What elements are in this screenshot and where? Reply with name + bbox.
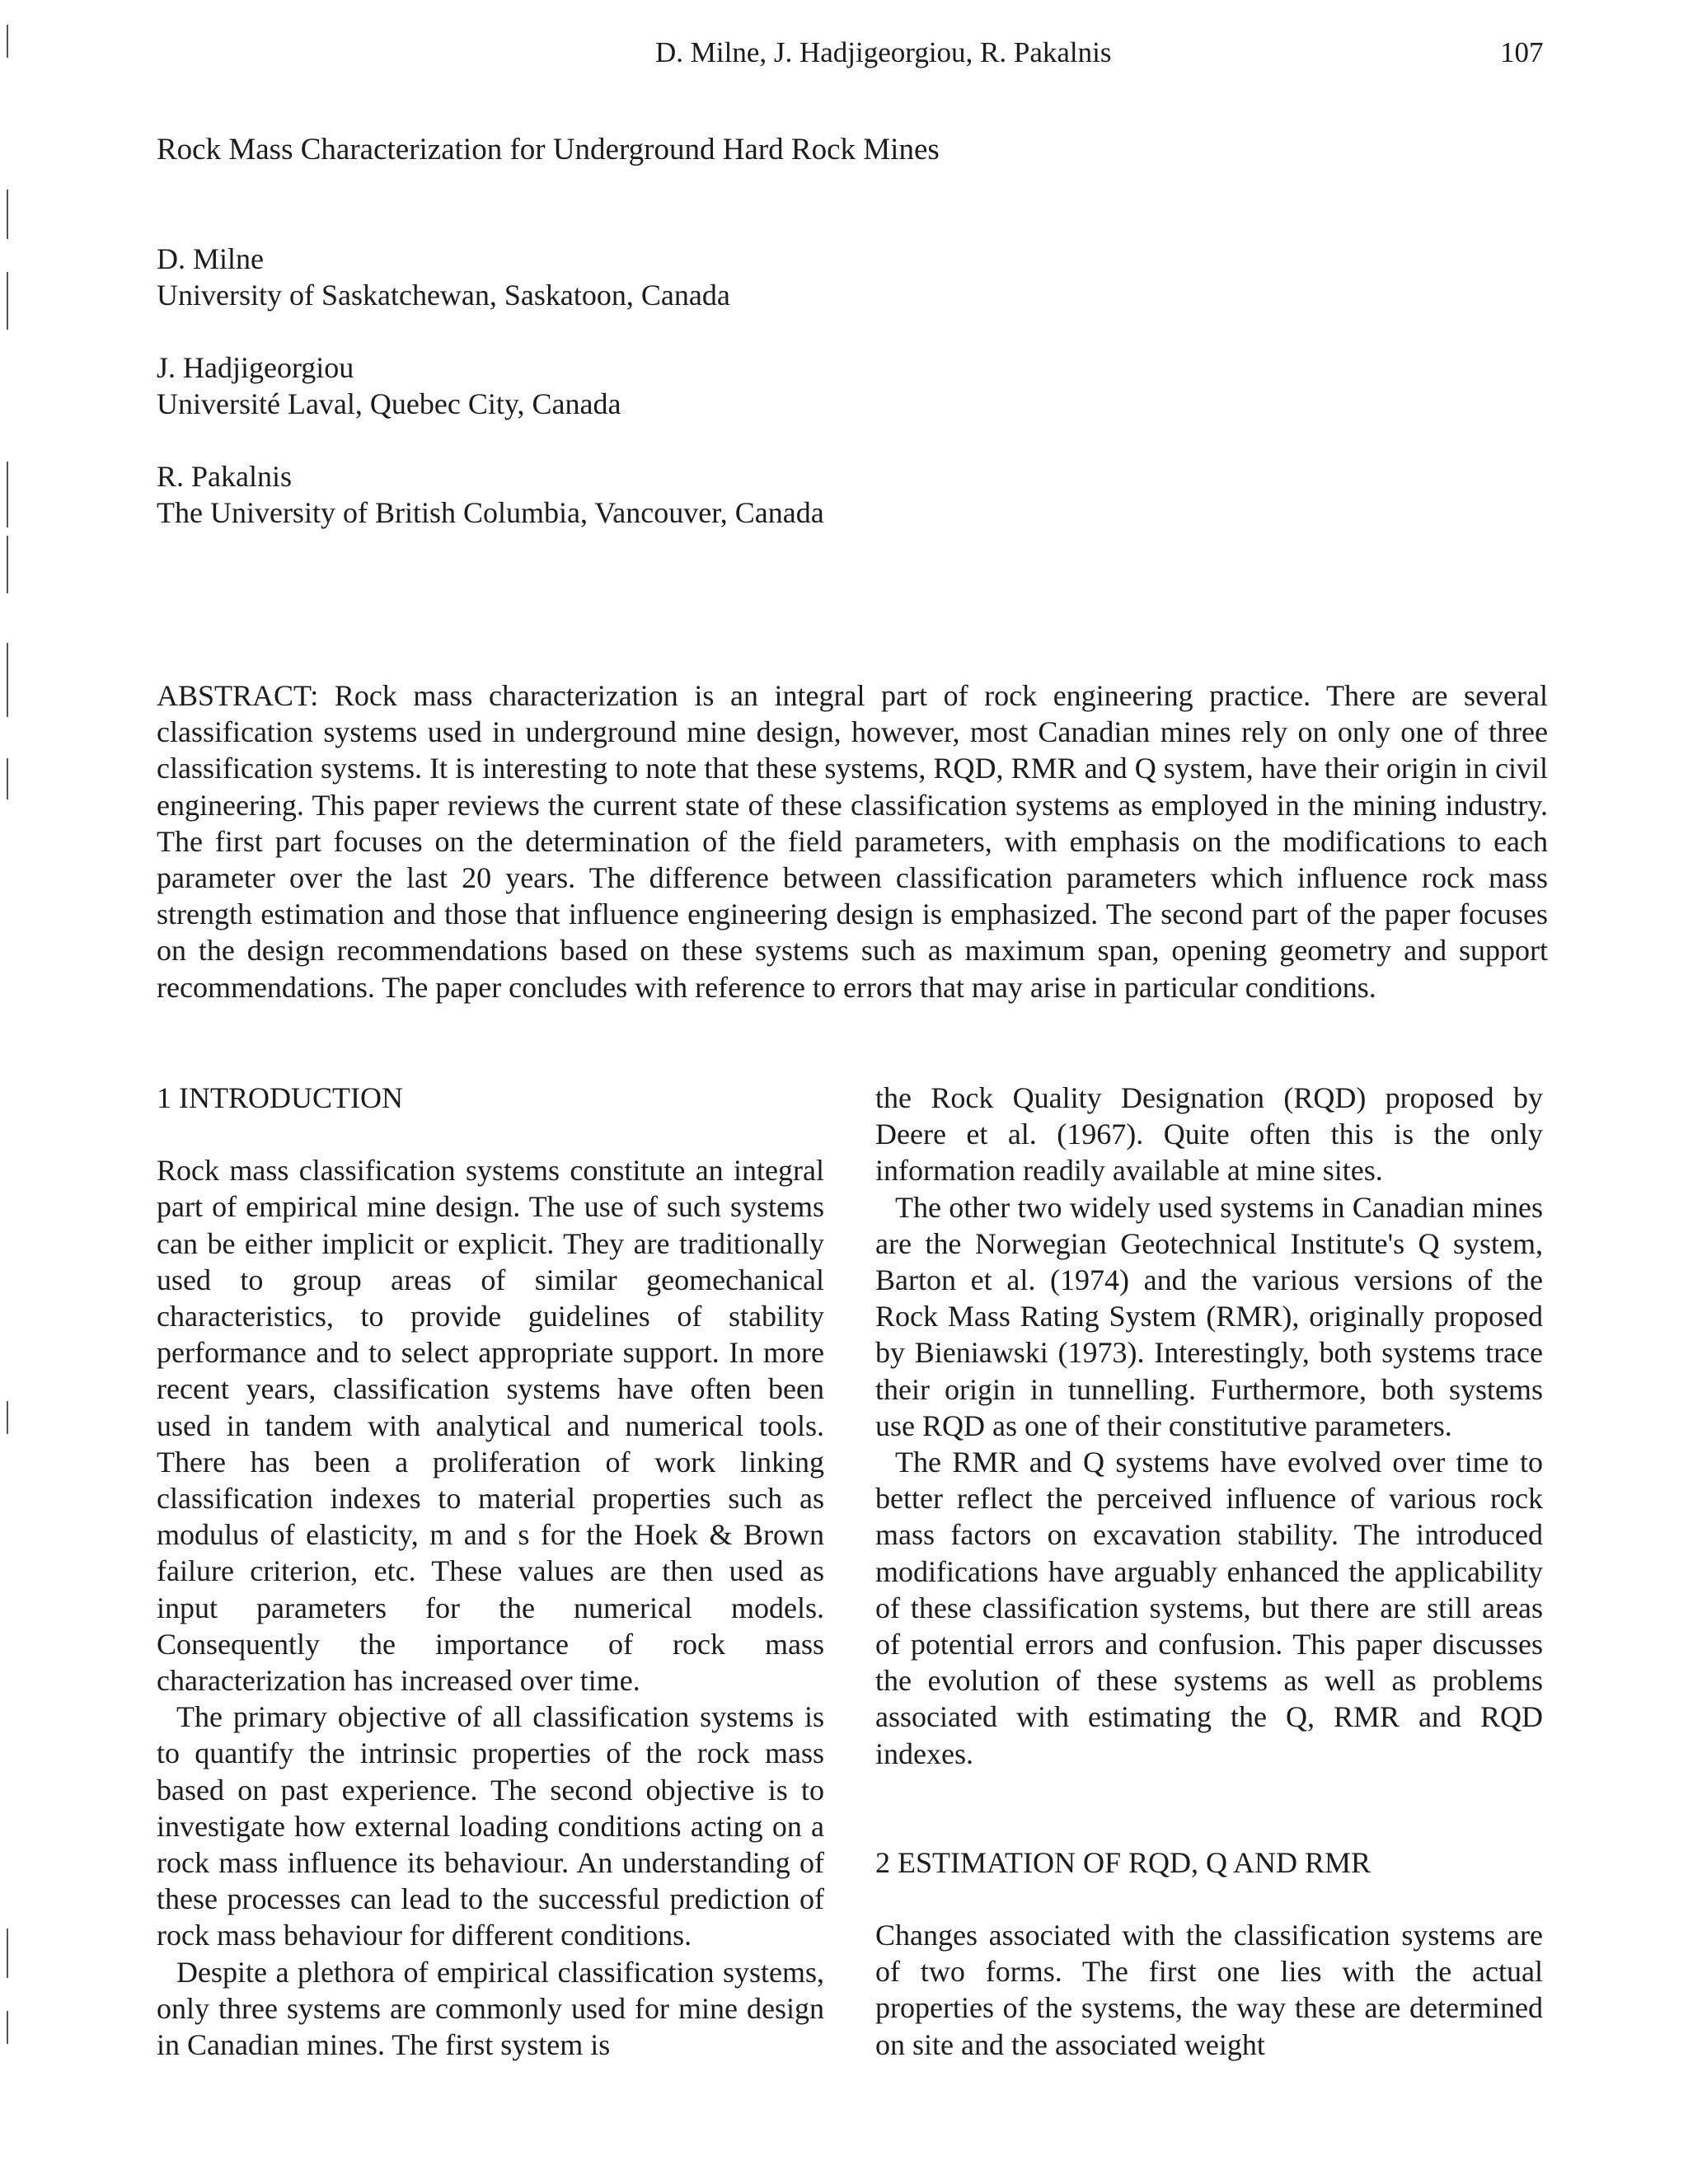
page-number: 107: [1500, 36, 1544, 68]
section-heading-introduction: 1 INTRODUCTION: [157, 1081, 403, 1114]
paragraph: the Rock Quality Designation (RQD) proposed by Deere et al. (1967). Quite often this is the only information readily available at mine sites.: [875, 1081, 1543, 1188]
author-institution: The University of British Columbia, Vancouver, Canada: [157, 496, 824, 529]
author-institution: University of Saskatchewan, Saskatoon, Canada: [157, 279, 730, 312]
author-institution: Université Laval, Quebec City, Canada: [157, 387, 621, 420]
running-header-authors: D. Milne, J. Hadjigeorgiou, R. Pakalnis: [655, 36, 1112, 68]
author-block-2: [157, 349, 621, 422]
author-block-3: [157, 458, 824, 531]
paragraph: The other two widely used systems in Canadian mines are the Norwegian Geotechnical Institute's Q system, Barton et al. (1974) and the various versions of the Rock Mass Rating System (RMR), originally proposed by Bieniawski (1973). Interestingly, both systems trace their origin in tunnelling. Furthermore, both systems use RQD as one of their constitutive parameters.: [875, 1190, 1543, 1442]
author-name: J. Hadjigeorgiou: [157, 351, 354, 384]
scan-margin-marks: [0, 0, 20, 2184]
section-heading-estimation: 2 ESTIMATION OF RQD, Q AND RMR: [875, 1845, 1372, 1879]
paragraph: Rock mass classification systems constitute an integral part of empirical mine design. The use of such systems can be either implicit or explicit. They are traditionally used to group areas of similar geomechanical characteristics, to provide guidelines of stability performance and to select appropriate support. In more recent years, classification systems have often been used in tandem with analytical and numerical tools. There has been a proliferation of work linking classification indexes to material properties such as modulus of elasticity, m and s for the Hoek & Brown failure criterion, etc. These values are then used as input parameters for the numerical models. Consequently the importance of rock mass characterization has increased over time.: [157, 1154, 824, 1698]
abstract: ABSTRACT: Rock mass characterization is an integral part of rock engineering practice. There are several classification systems used in underground mine design, however, most Canadian mines rely on only one of three classification systems. It is interesting to note that these systems, RQD, RMR and Q system, have their origin in civil engineering. This paper reviews the current state of these classification systems as employed in the mining industry. The first part focuses on the determination of the field parameters, with emphasis on the modifications to each parameter over the last 20 years. The difference between classification parameters which influence rock mass strength estimation and those that influence engineering design is emphasized. The second part of the paper focuses on the design recommendations based on these systems such as maximum span, opening geometry and support recommendations. The paper concludes with reference to errors that may arise in particular conditions.: [157, 679, 1548, 1004]
paragraph: The primary objective of all classification systems is to quantify the intrinsic properties of the rock mass based on past experience. The second objective is to investigate how external loading conditions acting on a rock mass influence its behaviour. An understanding of these processes can lead to the successful prediction of rock mass behaviour for different conditions.: [157, 1700, 824, 1952]
paragraph: The RMR and Q systems have evolved over time to better reflect the perceived influence of various rock mass factors on excavation stability. The introduced modifications have arguably enhanced the applicability of these classification systems, but there are still areas of potential errors and confusion. This paper discusses the evolution of these systems as well as problems associated with estimating the Q, RMR and RQD indexes.: [875, 1446, 1543, 1770]
right-column: [875, 1080, 1543, 2063]
author-block-1: [157, 241, 730, 313]
left-column: [157, 1080, 824, 2063]
author-name: D. Milne: [157, 242, 264, 275]
paper-title: Rock Mass Characterization for Underground Hard Rock Mines: [157, 133, 940, 166]
paragraph: Despite a plethora of empirical classification systems, only three systems are commonly used for mine design in Canadian mines. The first system is: [157, 1955, 824, 2062]
author-name: R. Pakalnis: [157, 460, 293, 493]
paragraph: Changes associated with the classification systems are of two forms. The first one lies with the actual properties of the systems, the way these are determined on site and the associated weight: [875, 1919, 1543, 2061]
